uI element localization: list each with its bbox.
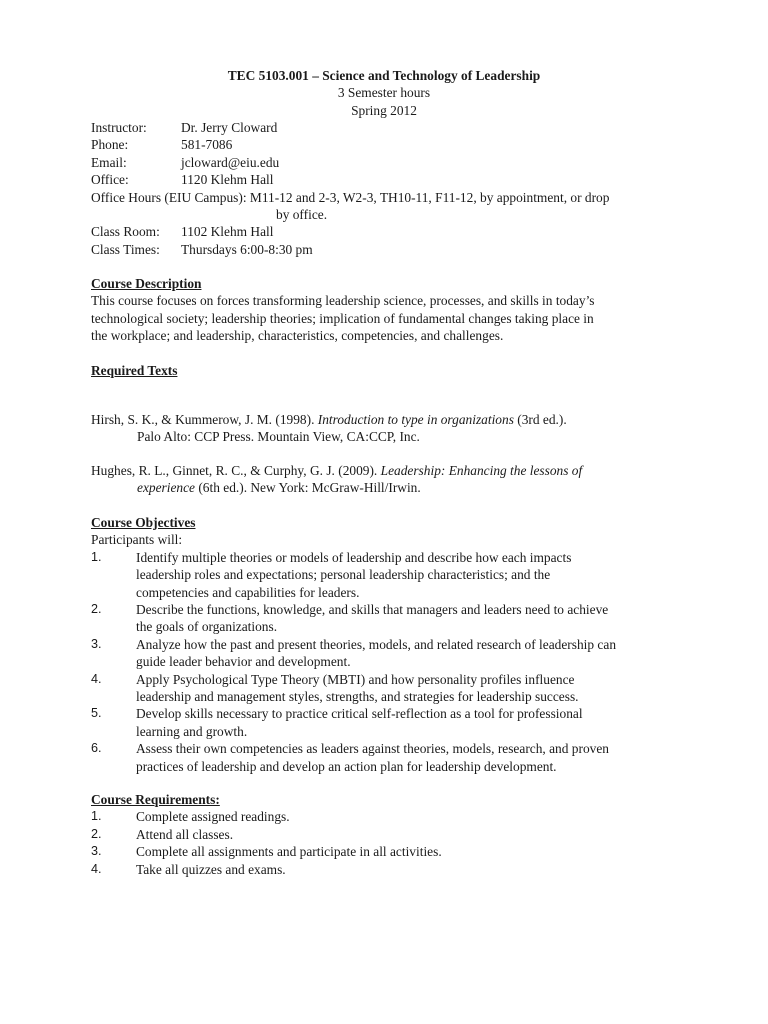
objective-number: 4. xyxy=(91,671,102,686)
ref2-authors: Hughes, R. L., Ginnet, R. C., & Curphy, G. J. (2009). xyxy=(91,463,381,478)
course-requirements-section xyxy=(91,791,691,878)
requirement-item xyxy=(91,843,691,860)
description-line: This course focuses on forces transforming leadership science, processes, and skills in today’s xyxy=(91,293,595,309)
phone-value: 581-7086 xyxy=(181,137,233,153)
objective-line: guide leader behavior and development. xyxy=(136,654,351,670)
objective-line: Assess their own competencies as leaders against theories, models, research, and proven xyxy=(136,741,609,757)
requirement-number: 2. xyxy=(91,826,102,841)
description-line: the workplace; and leadership, characteristics, competencies, and challenges. xyxy=(91,328,504,344)
semester-hours: 3 Semester hours xyxy=(337,85,431,100)
objective-item xyxy=(91,705,691,740)
course-title: TEC 5103.001 – Science and Technology of Leadership xyxy=(227,68,541,83)
ref1-title: Introduction to type in organizations xyxy=(317,412,514,427)
objective-item xyxy=(91,601,691,636)
objective-line: Develop skills necessary to practice critical self-reflection as a tool for professional xyxy=(136,706,583,722)
objective-item xyxy=(91,740,691,775)
classroom-row xyxy=(91,223,691,240)
email-value: jcloward@eiu.edu xyxy=(181,154,280,170)
instructor-row xyxy=(91,119,691,136)
objective-item xyxy=(91,671,691,706)
objective-item xyxy=(91,636,691,671)
objective-line: competencies and capabilities for leaders. xyxy=(136,584,360,600)
classroom-value: 1102 Klehm Hall xyxy=(181,224,274,240)
objective-line: the goals of organizations. xyxy=(136,619,278,635)
objective-line: learning and growth. xyxy=(136,723,248,739)
instructor-info xyxy=(91,119,691,258)
classtimes-label: Class Times: xyxy=(91,241,160,257)
objective-line: Describe the functions, knowledge, and skills that managers and leaders need to achieve xyxy=(136,602,609,618)
requirement-item xyxy=(91,826,691,843)
classroom-label: Class Room: xyxy=(91,224,160,240)
objective-line: leadership roles and expectations; personal leadership characteristics; and the xyxy=(136,567,551,583)
ref2-publisher: (6th ed.). New York: McGraw-Hill/Irwin. xyxy=(194,480,421,496)
office-label: Office: xyxy=(91,172,129,188)
ref2-title-cont: experience xyxy=(137,480,195,496)
objective-number: 6. xyxy=(91,741,102,756)
office-hours-line1: Office Hours (EIU Campus): M11-12 and 2-3, W2-3, TH10-11, F11-12, by appointment, or drop xyxy=(91,189,610,205)
requirement-number: 1. xyxy=(91,809,102,824)
ref2-title: Leadership: Enhancing the lessons of xyxy=(380,463,583,478)
ref1-authors: Hirsh, S. K., & Kummerow, J. M. (1998). xyxy=(91,412,318,427)
ref1-publisher: Palo Alto: CCP Press. Mountain View, CA:CCP, Inc. xyxy=(137,429,420,445)
course-requirements-heading: Course Requirements: xyxy=(91,792,220,807)
objective-line: practices of leadership and develop an action plan for leadership development. xyxy=(136,758,557,774)
objective-number: 3. xyxy=(91,636,102,651)
course-objectives-heading: Course Objectives xyxy=(91,515,196,530)
classtimes-value: Thursdays 6:00-8:30 pm xyxy=(181,241,313,257)
requirement-item xyxy=(91,808,691,825)
objective-line: Identify multiple theories or models of leadership and describe how each impacts xyxy=(136,549,572,565)
course-description-heading: Course Description xyxy=(91,276,202,291)
requirement-text: Attend all classes. xyxy=(136,826,234,842)
objective-line: Analyze how the past and present theories, models, and related research of leadership can xyxy=(136,636,617,652)
instructor-label: Instructor: xyxy=(91,120,147,135)
phone-label: Phone: xyxy=(91,137,129,153)
requirement-text: Complete all assignments and participate in all activities. xyxy=(136,844,442,860)
requirement-number: 4. xyxy=(91,861,102,876)
objective-number: 1. xyxy=(91,549,102,564)
requirement-text: Complete assigned readings. xyxy=(136,809,290,825)
objective-line: leadership and management styles, strengths, and strategies for leadership success. xyxy=(136,689,579,705)
objective-number: 5. xyxy=(91,706,102,721)
reference-hirsh xyxy=(91,411,691,446)
office-value: 1120 Klehm Hall xyxy=(181,172,274,188)
required-texts-heading: Required Texts xyxy=(91,363,178,378)
requirement-number: 3. xyxy=(91,844,102,859)
office-hours-line2: by office. xyxy=(276,207,328,223)
requirement-text: Take all quizzes and exams. xyxy=(136,861,286,877)
description-line: technological society; leadership theories; implication of fundamental changes taking place in xyxy=(91,310,594,326)
requirement-item xyxy=(91,861,691,878)
email-label: Email: xyxy=(91,154,127,170)
office-row xyxy=(91,171,691,188)
term: Spring 2012 xyxy=(351,103,417,118)
objective-number: 2. xyxy=(91,602,102,617)
objectives-intro: Participants will: xyxy=(91,532,183,548)
course-objectives-section xyxy=(91,514,691,775)
classtimes-row xyxy=(91,241,691,258)
phone-row xyxy=(91,136,691,153)
objective-line: Apply Psychological Type Theory (MBTI) and how personality profiles influence xyxy=(136,671,575,687)
objective-item xyxy=(91,549,691,601)
instructor-value: Dr. Jerry Cloward xyxy=(181,120,278,135)
reference-hughes xyxy=(91,462,691,497)
email-row xyxy=(91,154,691,171)
course-description-section xyxy=(91,275,691,345)
ref1-edition: (3rd ed.). xyxy=(513,412,567,427)
